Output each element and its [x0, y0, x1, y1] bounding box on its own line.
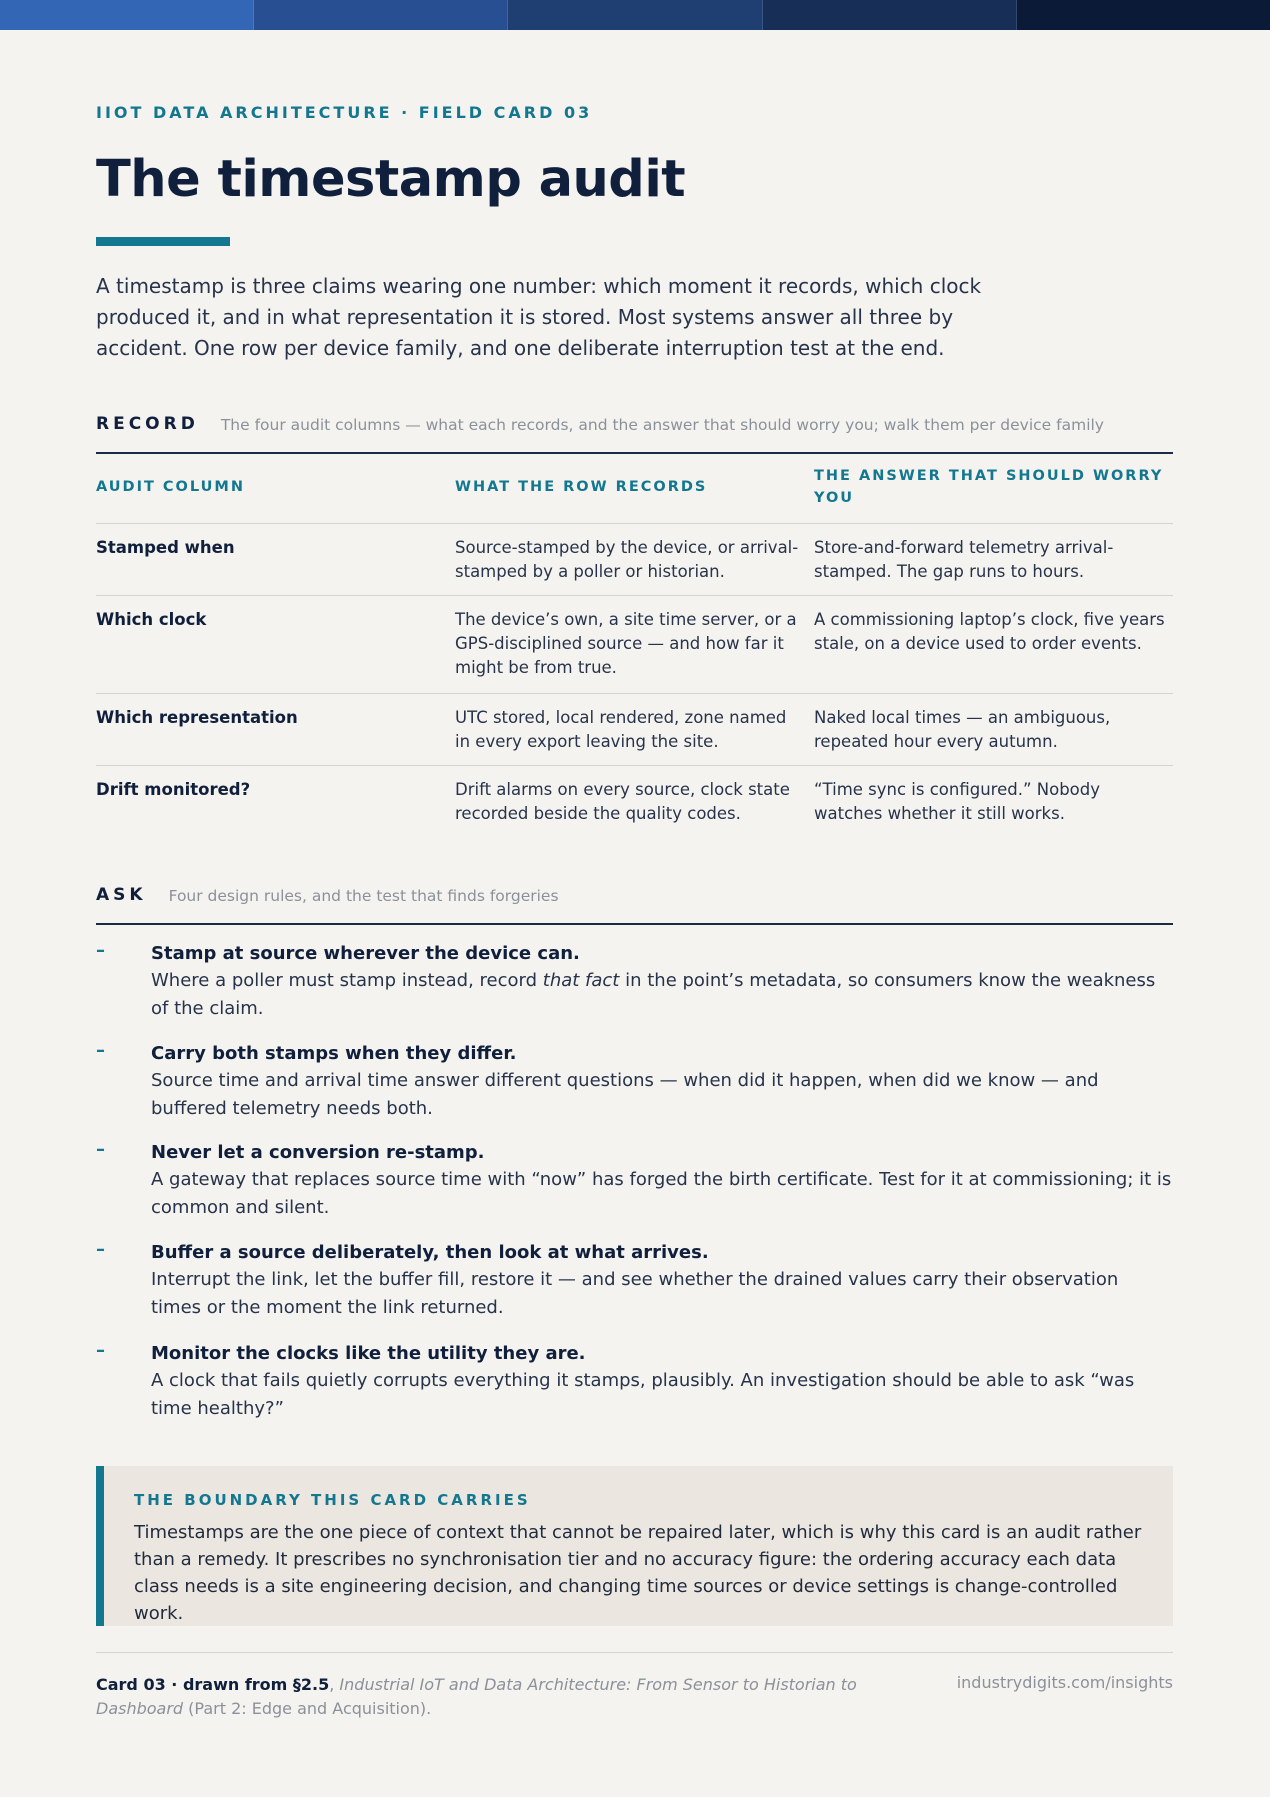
- rule-heading: Never let a conversion re-stamp.: [151, 1142, 485, 1163]
- dash-marker: –: [96, 1340, 105, 1361]
- band-segment: [1017, 0, 1270, 30]
- column-header: WHAT THE ROW RECORDS: [455, 478, 708, 495]
- records-cell: UTC stored, local rendered, zone named in every export leaving the site.: [455, 708, 787, 751]
- dash-marker: –: [96, 940, 105, 961]
- record-desc: The four audit columns — what each records, and the answer that should worry you; walk them per device family: [220, 416, 1104, 434]
- column-header: THE ANSWER THAT SHOULD WORRY YOU: [814, 467, 1164, 506]
- card-ref: Card 03 · drawn from §2.5: [96, 1675, 330, 1694]
- table-header-row: [96, 450, 1173, 524]
- rule-body: [151, 967, 1173, 1023]
- band-segment: [0, 0, 254, 30]
- ask-section-head: [96, 883, 1173, 925]
- rule-body: Interrupt the link, let the buffer fill, restore it — and see whether the drained values carry their observation times or the moment the link returned.: [151, 1269, 1119, 1318]
- dash-marker: –: [96, 1139, 105, 1160]
- rule-body-text: Where a poller must stamp instead, record: [151, 970, 543, 991]
- dash-marker: –: [96, 1239, 105, 1260]
- rule-heading: Stamp at source wherever the device can.: [151, 943, 580, 964]
- records-cell: Drift alarms on every source, clock state recorded beside the quality codes.: [455, 780, 790, 823]
- book-title: Industrial IoT and Data Architecture: From Sensor to Historian to Dashboard: [96, 1675, 857, 1718]
- list-item: [96, 940, 1173, 1040]
- boundary-callout: [96, 1466, 1173, 1626]
- rule-body-text: in the point’s metadata, so consumers know the weakness of the claim.: [151, 970, 1156, 1019]
- table-row: [96, 596, 1173, 694]
- ask-desc: Four design rules, and the test that finds forgeries: [168, 887, 559, 905]
- callout-heading: THE BOUNDARY THIS CARD CARRIES: [134, 1491, 531, 1509]
- column-header: AUDIT COLUMN: [96, 478, 245, 495]
- audit-column-cell: Drift monitored?: [96, 780, 251, 799]
- footer: [96, 1652, 1173, 1721]
- book-part: (Part 2: Edge and Acquisition).: [183, 1699, 432, 1718]
- rule-heading: Carry both stamps when they differ.: [151, 1043, 517, 1064]
- records-cell: Source-stamped by the device, or arrival-stamped by a poller or historian.: [455, 538, 799, 581]
- footer-citation: [96, 1673, 926, 1721]
- audit-column-cell: Which clock: [96, 610, 207, 629]
- band-segment: [763, 0, 1017, 30]
- table-row: [96, 524, 1173, 596]
- rule-heading: Buffer a source deliberately, then look at what arrives.: [151, 1242, 709, 1263]
- records-cell: The device’s own, a site time server, or a GPS-disciplined source — and how far it might be from true.: [455, 610, 797, 677]
- rule-body: A clock that fails quietly corrupts everything it stamps, plausibly. An investigation should be able to ask “was time healthy?”: [151, 1370, 1135, 1419]
- rule-heading: Monitor the clocks like the utility they are.: [151, 1343, 586, 1364]
- audit-table: [96, 450, 1173, 838]
- dash-marker: –: [96, 1040, 105, 1061]
- footer-url[interactable]: industrydigits.com/insights: [956, 1673, 1173, 1692]
- worry-cell: “Time sync is configured.” Nobody watches whether it still works.: [814, 780, 1101, 823]
- eyebrow: IIOT DATA ARCHITECTURE · FIELD CARD 03: [96, 103, 593, 122]
- rule-body: A gateway that replaces source time with “now” has forged the birth certificate. Test for it at commissioning; it is common and silent.: [151, 1169, 1172, 1218]
- worry-cell: Naked local times — an ambiguous, repeated hour every autumn.: [814, 708, 1111, 751]
- design-rules-list: [96, 940, 1173, 1440]
- audit-column-cell: Stamped when: [96, 538, 235, 557]
- list-item: [96, 1139, 1173, 1239]
- ask-label: ASK: [96, 885, 147, 905]
- audit-column-cell: Which representation: [96, 708, 298, 727]
- record-section-head: [96, 412, 1173, 454]
- table-row: [96, 694, 1173, 766]
- rule-body-emphasis: that fact: [542, 970, 620, 991]
- title-rule: [96, 237, 230, 246]
- band-segment: [254, 0, 508, 30]
- page-title: The timestamp audit: [96, 150, 686, 209]
- list-item: [96, 1239, 1173, 1340]
- worry-cell: A commissioning laptop’s clock, five years stale, on a device used to order events.: [814, 610, 1165, 653]
- citation-separator: ,: [329, 1675, 340, 1694]
- callout-body: Timestamps are the one piece of context that cannot be repaired later, which is why this card is an audit rather than a remedy. It prescribes no synchronisation tier and no accuracy figure: the ordering accuracy each data class needs is a site engineering decision, and changing time sources or device settings is change-controlled work.: [134, 1522, 1142, 1624]
- table-row: [96, 766, 1173, 838]
- record-label: RECORD: [96, 414, 199, 434]
- rule-body: Source time and arrival time answer different questions — when did it happen, when did we know — and buffered telemetry needs both.: [151, 1070, 1099, 1119]
- band-segment: [508, 0, 762, 30]
- worry-cell: Store-and-forward telemetry arrival-stamped. The gap runs to hours.: [814, 538, 1114, 581]
- top-color-band: [0, 0, 1270, 30]
- lede: A timestamp is three claims wearing one number: which moment it records, which clock produced it, and in what representation it is stored. Most systems answer all three by accident. One row per device family, and one deliberate interruption test at the end.: [96, 274, 982, 360]
- list-item: [96, 1340, 1173, 1440]
- list-item: [96, 1040, 1173, 1139]
